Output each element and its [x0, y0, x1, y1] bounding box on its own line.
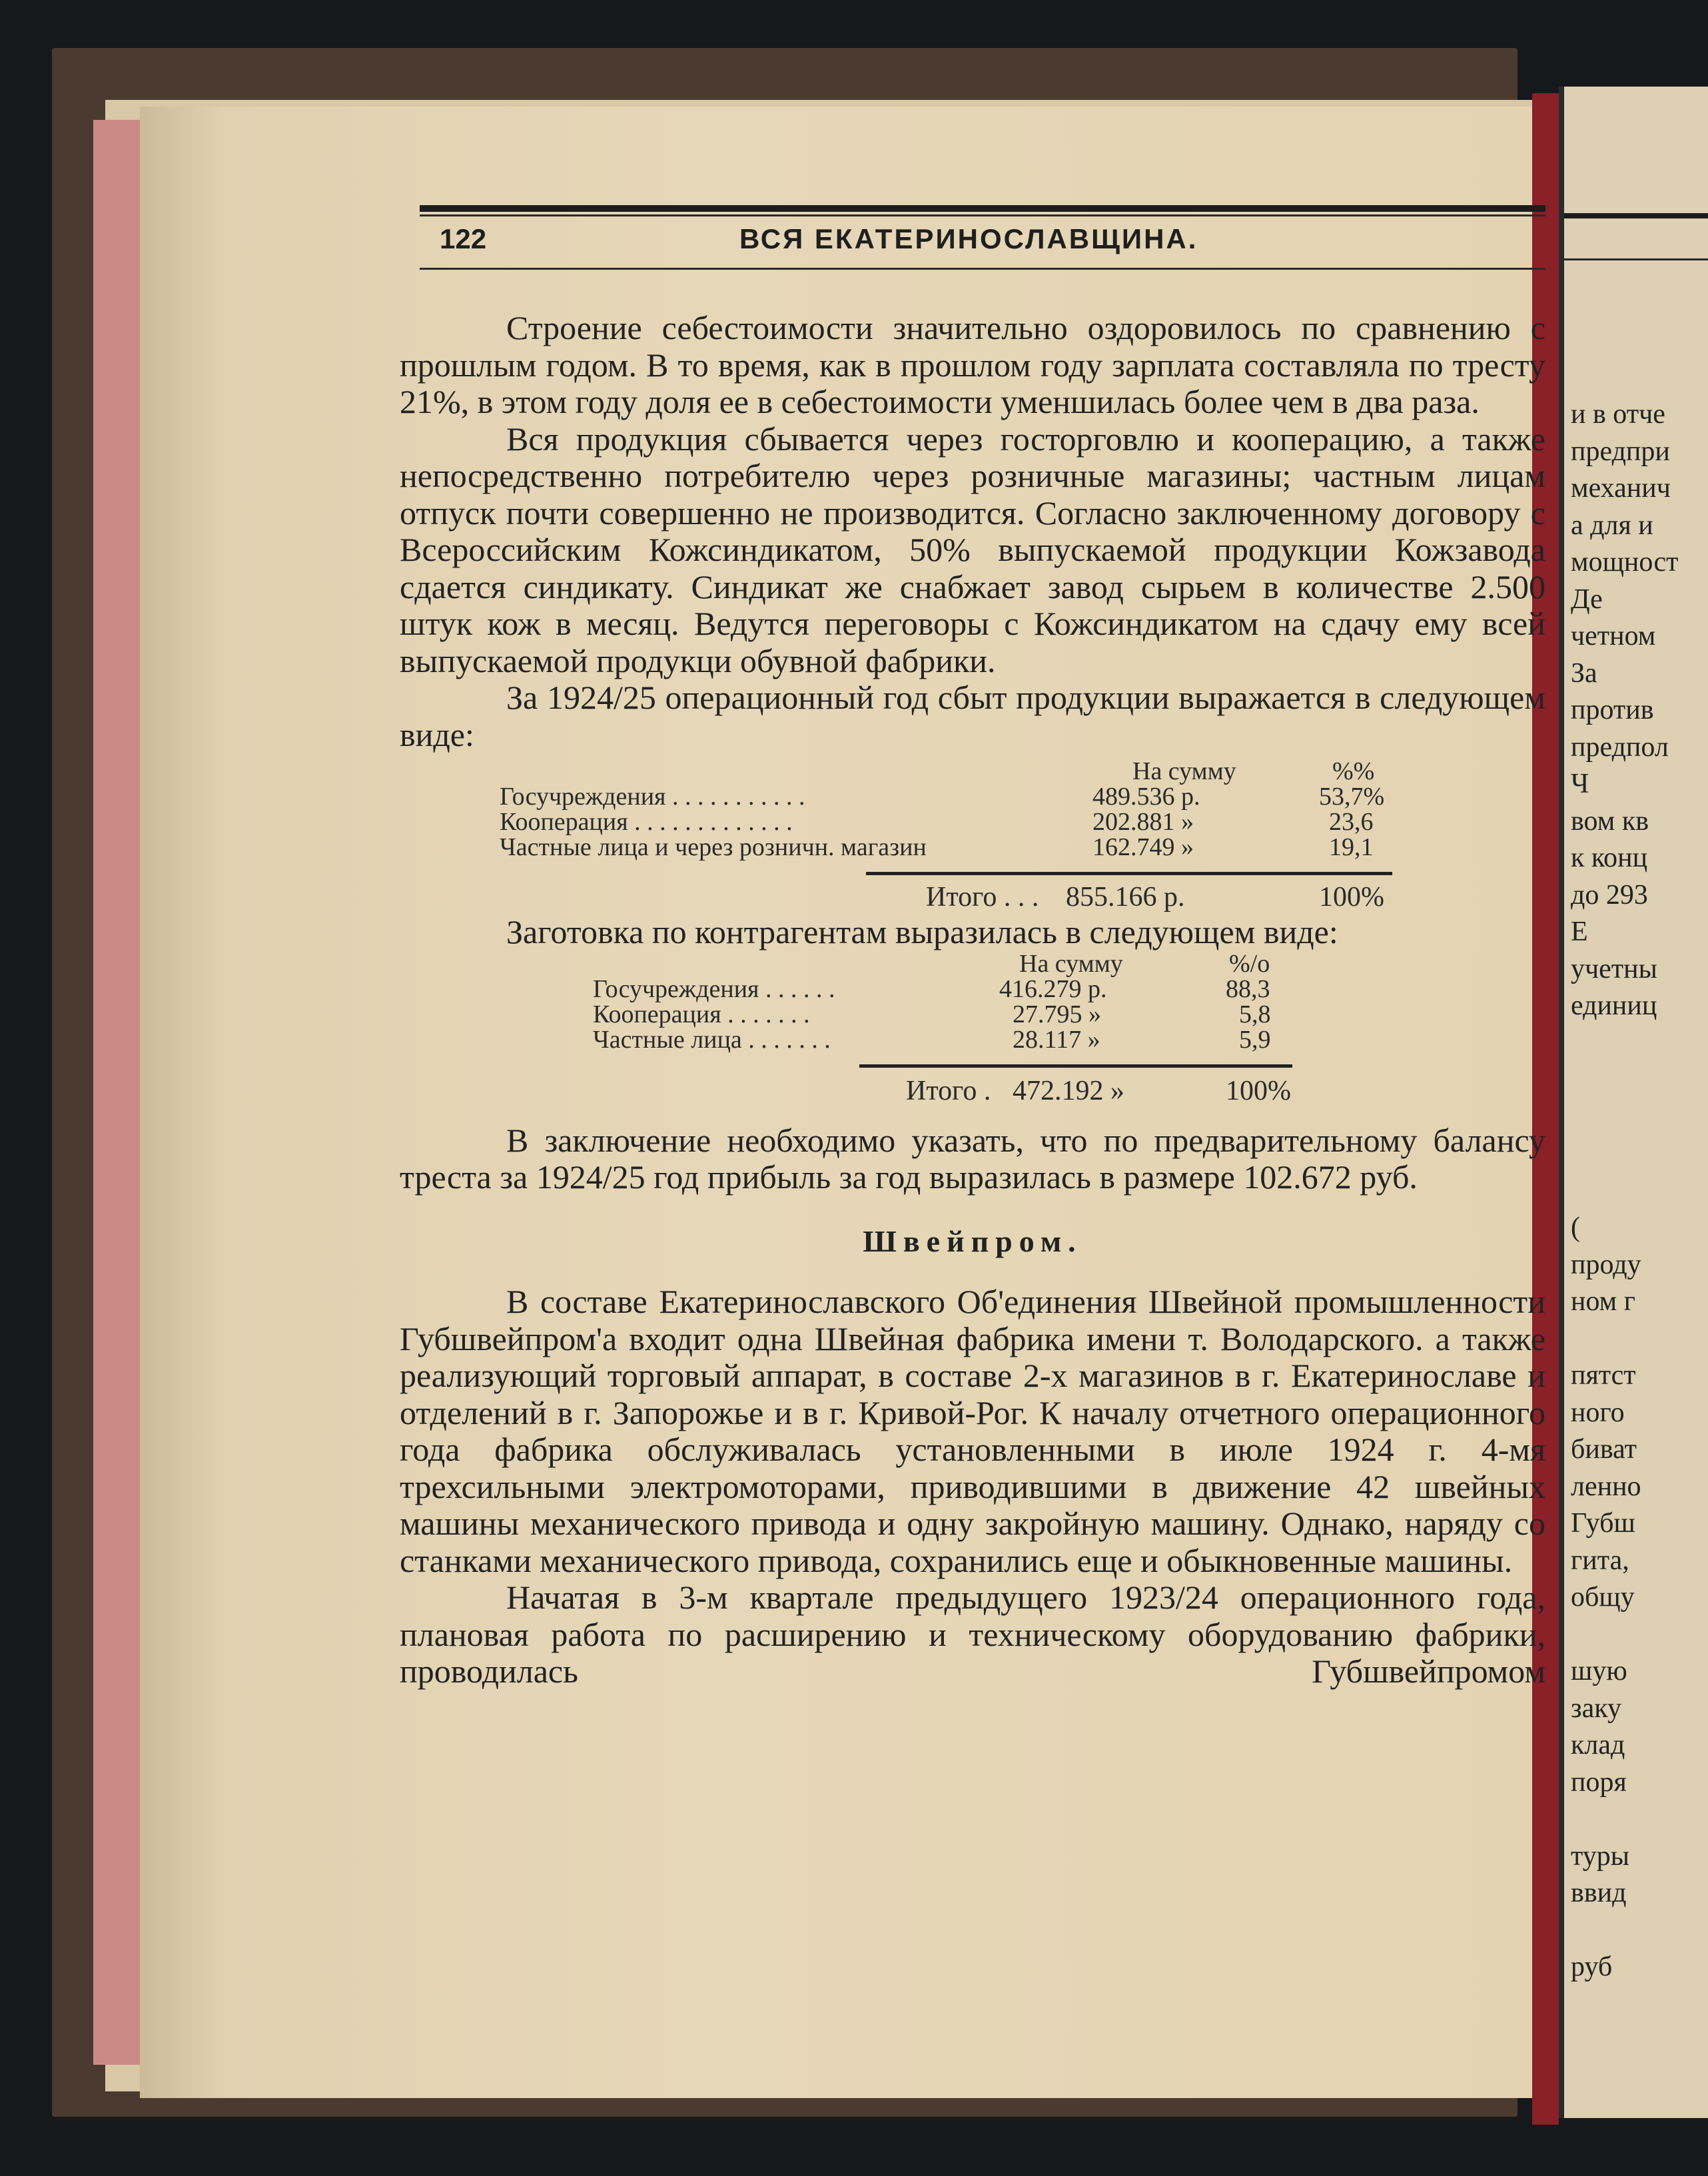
row-pct: 23,6 [1329, 808, 1374, 836]
row-sum: 416.279 р. [999, 974, 1107, 1003]
paragraph: Заготовка по контрагентам выразилась в следующем виде: [506, 913, 1338, 950]
right-page-line: заку [1571, 1692, 1622, 1724]
table-row [400, 809, 1545, 835]
right-page-line: биват [1571, 1434, 1637, 1465]
row-sum: 28.117 » [1013, 1025, 1100, 1054]
column-header: На сумму [1019, 949, 1123, 978]
right-page-line: ного [1571, 1397, 1625, 1428]
table-total-row [400, 1076, 1545, 1106]
row-label: Частные лица и через розничн. магазин [500, 833, 927, 861]
row-sum: 489.536 р. [1092, 783, 1200, 811]
header-rule-top-thin [420, 214, 1545, 216]
right-header-rule [1564, 213, 1708, 218]
total-sum: 855.166 р. [1066, 882, 1185, 912]
column-header: %% [1332, 757, 1375, 785]
header-rule-top [420, 205, 1545, 212]
right-page-line [1571, 1801, 1708, 1838]
right-page-line: гита, [1571, 1545, 1629, 1576]
right-page-line: к конц [1571, 843, 1648, 873]
table-row [400, 1027, 1545, 1052]
right-page-line: механич [1571, 473, 1671, 504]
right-page-line: учетны [1571, 953, 1657, 984]
right-page-line: до 293 [1571, 879, 1648, 910]
row-label: Частные лица . . . . . . . [593, 1025, 831, 1054]
right-page-line: Губш [1571, 1508, 1635, 1539]
table-total-rule [859, 1064, 1292, 1068]
row-label: Кооперация . . . . . . . . . . . . . [500, 808, 793, 836]
right-page-line: Де [1571, 583, 1603, 615]
table-row [400, 835, 1545, 860]
right-page-line [1571, 1136, 1708, 1173]
total-label: Итого . [906, 1075, 991, 1106]
right-page-line: ( [1571, 1212, 1580, 1243]
right-page-line [1571, 1173, 1708, 1210]
row-pct: 5,9 [1239, 1025, 1271, 1054]
right-page-line: предпри [1571, 436, 1670, 467]
right-page-line: За [1571, 657, 1597, 689]
column-header: На сумму [1132, 757, 1236, 785]
right-page-line [1571, 1025, 1708, 1062]
total-label: Итого . . . [926, 882, 1039, 912]
right-page-line: клад [1571, 1730, 1625, 1760]
right-page-line [1571, 1912, 1708, 1950]
right-page-line: руб [1571, 1952, 1613, 1982]
right-page-line: предпол [1571, 731, 1669, 763]
row-label: Кооперация . . . . . . . [593, 1000, 810, 1028]
row-sum: 202.881 » [1092, 808, 1194, 836]
row-pct: 88,3 [1226, 974, 1270, 1003]
right-page-line: против [1571, 695, 1654, 725]
right-page-line: и в отче [1571, 399, 1665, 430]
total-sum: 472.192 » [1013, 1075, 1124, 1106]
right-page-line: мощност [1571, 547, 1679, 577]
right-page-line: проду [1571, 1249, 1641, 1280]
page-number: 122 [440, 223, 487, 254]
right-page-line: пятст [1571, 1360, 1636, 1391]
table-total-row [400, 882, 1545, 912]
right-page-line: а для и [1571, 510, 1653, 541]
row-pct: 19,1 [1329, 833, 1374, 861]
right-page [1559, 87, 1708, 2118]
section-heading: Швейпром. [863, 1224, 1082, 1258]
page-body [400, 310, 1545, 1690]
right-page-line [1571, 1062, 1708, 1099]
paragraph: Вся продукция сбывается через госторговлю и кооперацию, а также непосредственно потребителю через розничные магазины; частным лицам отпуск почти совершенно не производится. Согласно заключенному договору с Всероссийским Кожсиндикатом, 50% выпускаемой продукции Кожзавода сдается синдикату. Синдикат же снабжает завод сырьем в количестве 2.500 штук кож в месяц. Ведутся переговоры с Кожсиндикатом на сдачу ему всей выпускаемой продукци обувной фабрики. [400, 420, 1545, 679]
total-pct: 100% [1319, 882, 1384, 912]
total-pct: 100% [1226, 1075, 1291, 1106]
row-sum: 162.749 » [1092, 833, 1194, 861]
column-header: %/о [1229, 949, 1270, 978]
running-title: ВСЯ ЕКАТЕРИНОСЛАВЩИНА. [739, 223, 1198, 254]
table-row [400, 976, 1545, 1002]
procurement-table [400, 951, 1545, 1106]
right-page-line [1571, 1099, 1708, 1136]
row-pct: 5,8 [1239, 1000, 1271, 1028]
right-page-line: вом кв [1571, 805, 1649, 837]
table-row [400, 784, 1545, 809]
table-header-row [400, 759, 1545, 784]
right-page-line: поря [1571, 1766, 1627, 1798]
right-page-line: четном [1571, 621, 1656, 651]
right-page-line [1571, 1321, 1708, 1358]
right-page-line: единиц [1571, 990, 1657, 1021]
paragraph: Строение себестоимости значительно оздоровилось по сравнению с прошлым годом. В то время, как в прошлом году зарплата составляла по тресту 21%, в этом году доля ее в себестоимости уменшилась более чем в два раза. [400, 309, 1545, 420]
right-header-rule-thin [1564, 258, 1708, 260]
right-page-line: ввид [1571, 1878, 1627, 1908]
paragraph: В заключение необходимо указать, что по предварительному балансу треста за 1924/25 год прибыль за год выразилась в размере 102.672 руб. [400, 1121, 1545, 1196]
header-rule-bottom [420, 268, 1545, 270]
table-header-row [400, 951, 1545, 976]
row-label: Госучреждения . . . . . . . . . . . [500, 783, 805, 811]
row-label: Госучреждения . . . . . . [593, 974, 835, 1003]
right-page-line [1571, 1617, 1708, 1654]
row-sum: 27.795 » [1013, 1000, 1101, 1028]
right-page-line: ном г [1571, 1286, 1635, 1317]
right-page-text [1571, 396, 1708, 1986]
right-page-line: Е [1571, 916, 1588, 947]
right-page-line: Ч [1571, 769, 1589, 799]
right-page-line: шую [1571, 1656, 1627, 1686]
paragraph: В составе Екатеринославского Об'единения Швейной промышленности Губшвейпром'а входит одна Швейная фабрика имени т. Володарского. а также реализующий торговый аппарат, в составе 2-х магазинов в г. Екатеринославе и отделений в г. Запорожье и в г. Кривой-Рог. К началу отчетного операционного года фабрика обслуживалась установленными в июле 1924 г. 4-мя трехсильными электромоторами, приводившими в движение 42 швейных машины механического привода и одну закройную машину. Однако, наряду со станками механического привода, сохранились еще и обыкновенные машины. [400, 1283, 1545, 1579]
table-row [400, 1002, 1545, 1027]
paragraph: Начатая в 3-м квартале предыдущего 1923/24 операционного года, плановая работа по расширению и техническому оборудованию фабрики, проводилась Губшвейпромом [400, 1579, 1545, 1690]
right-page-line: ленно [1571, 1471, 1641, 1502]
right-page-line: туры [1571, 1840, 1630, 1872]
paragraph: За 1924/25 операционный год сбыт продукции выражается в следующем виде: [400, 679, 1545, 753]
right-page-line: общу [1571, 1582, 1635, 1613]
table-total-rule [866, 872, 1392, 875]
sales-table [400, 759, 1545, 912]
page-header [420, 223, 1545, 263]
row-pct: 53,7% [1319, 783, 1385, 811]
